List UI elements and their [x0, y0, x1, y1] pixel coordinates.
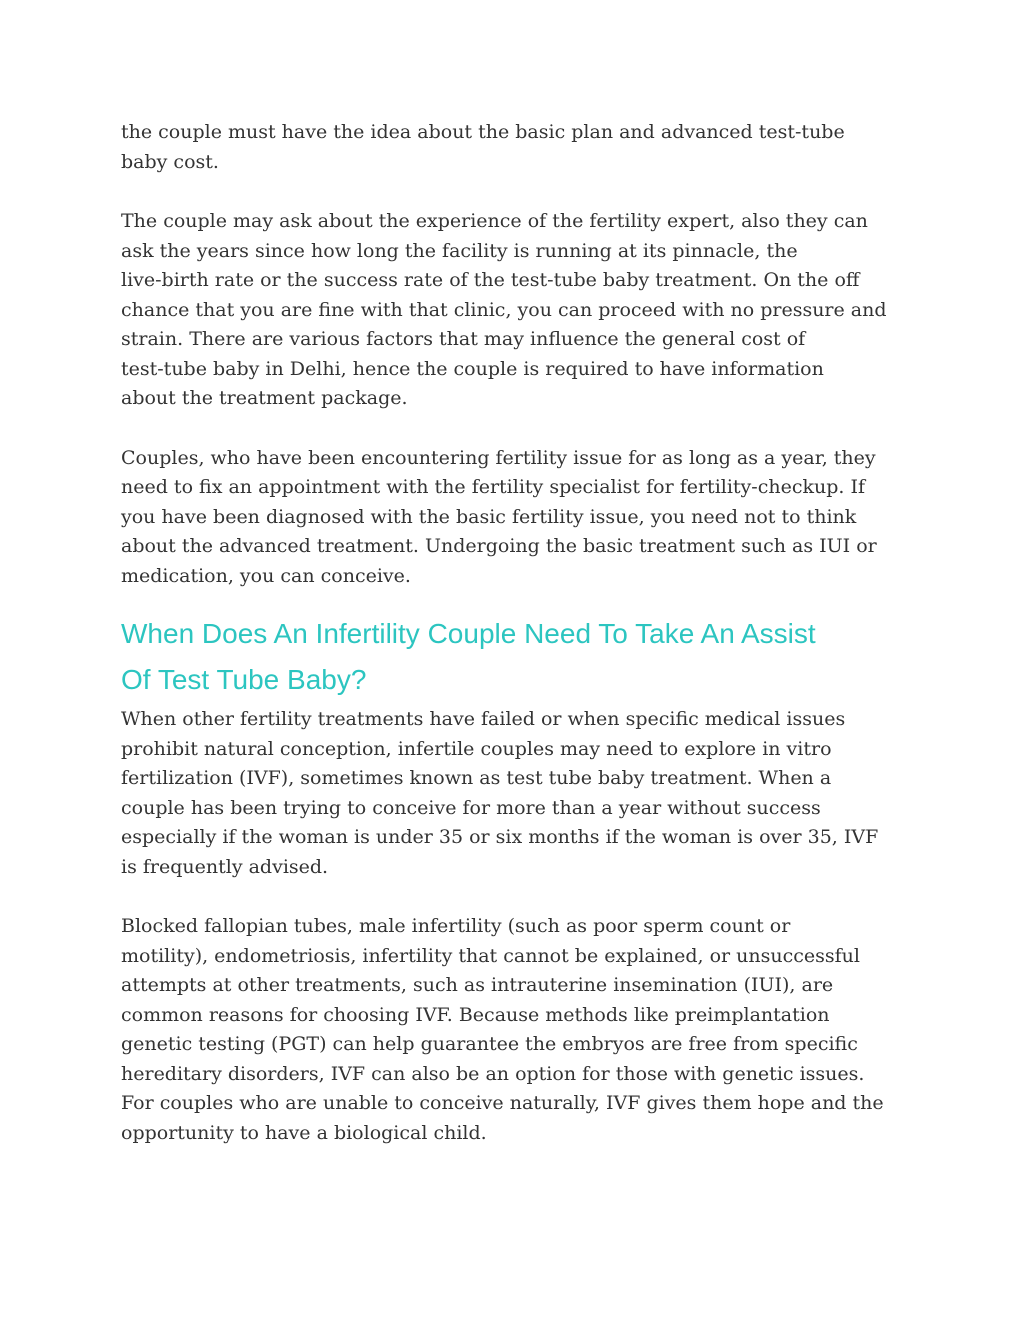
paragraph-spacer — [121, 177, 911, 207]
paragraph-couples-checkup: Couples, who have been encountering fertility issue for as long as a year, they need to fix an appointment with the fertility specialist for fertility-checkup. If you have been diagnosed with the basic fertility issue, you need not to think about the advanced treatment. Undergoing the basic treatment such as IUI or medication, you can conceive. — [121, 446, 877, 587]
paragraph-cost-idea: the couple must have the idea about the basic plan and advanced test-tube baby cost. — [121, 121, 845, 173]
paragraph-spacer — [121, 414, 911, 444]
document-page — [121, 118, 911, 1148]
paragraph-spacer — [121, 882, 911, 912]
section-heading: When Does An Infertility Couple Need To Take An Assist Of Test Tube Baby? — [121, 618, 816, 695]
paragraph-ask-expert: The couple may ask about the experience of the fertility expert, also they can ask the years since how long the facility is running at its pinnacle, the live-birth rate or the success rate of the test-tube baby treatment. On the off chance that you are fine with that clinic, you can proceed with no pressure and strain. There are various factors that may influence the general cost of test-tube baby in Delhi, hence the couple is required to have information about the treatment package. — [121, 210, 887, 409]
paragraph-ivf-reasons: Blocked fallopian tubes, male infertility (such as poor sperm count or motility), endometriosis, infertility that cannot be explained, or unsuccessful attempts at other treatments, such as intrauterine insemination (IUI), are common reasons for choosing IVF. Because methods like preimplantation genetic testing (PGT) can help guarantee the embryos are free from specific hereditary disorders, IVF can also be an option for those with genetic issues. For couples who are unable to conceive naturally, IVF gives them hope and the opportunity to have a biological child. — [121, 915, 884, 1144]
paragraph-when-ivf: When other fertility treatments have failed or when specific medical issues prohibit natural conception, infertile couples may need to explore in vitro fertilization (IVF), sometimes known as test tube baby treatment. When a couple has been trying to conceive for more than a year without success especially if the woman is under 35 or six months if the woman is over 35, IVF is frequently advised. — [121, 708, 879, 878]
section-heading-wrapper — [121, 611, 911, 703]
